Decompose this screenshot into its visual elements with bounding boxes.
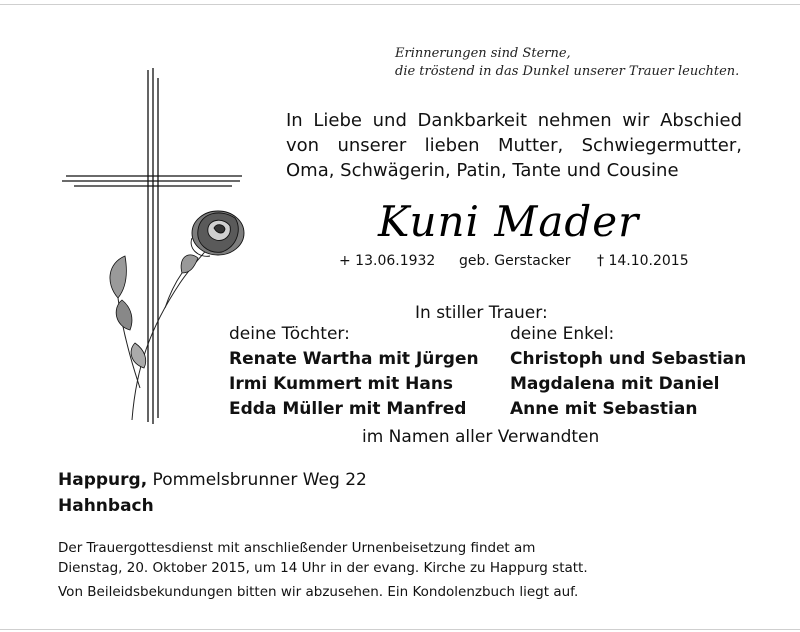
address-line-1 bbox=[58, 470, 367, 490]
grandchild-entry: Magdalena mit Daniel bbox=[510, 374, 720, 394]
daughter-entry: Renate Wartha mit Jürgen bbox=[229, 349, 479, 369]
deceased-name: Kuni Mader bbox=[378, 197, 640, 246]
address-street: Pommelsbrunner Weg 22 bbox=[147, 470, 367, 490]
maiden-name: geb. Gerstacker bbox=[459, 253, 571, 269]
daughter-entry: Edda Müller mit Manfred bbox=[229, 399, 467, 419]
funeral-service-info bbox=[58, 538, 588, 578]
bottom-border bbox=[0, 629, 800, 630]
address-town-1: Happurg, bbox=[58, 470, 148, 490]
grandchild-entry: Anne mit Sebastian bbox=[510, 399, 698, 419]
birth-date: + 13.06.1932 bbox=[339, 253, 436, 269]
top-border bbox=[0, 4, 800, 5]
relatives-line: im Namen aller Verwandten bbox=[362, 427, 600, 447]
daughters-heading: deine Töchter: bbox=[229, 324, 350, 344]
condolence-note: Von Beileidsbekundungen bitten wir abzusehen. Ein Kondolenzbuch liegt auf. bbox=[58, 584, 579, 600]
daughters-column bbox=[229, 322, 479, 422]
farewell-intro: In Liebe und Dankbarkeit nehmen wir Abschied von unserer lieben Mutter, Schwiegermutter, Oma, Schwägerin, Patin, Tante und Cousine bbox=[286, 110, 742, 181]
mourning-heading: In stiller Trauer: bbox=[415, 303, 548, 323]
cross-with-rose-illustration bbox=[60, 68, 250, 428]
grandchild-entry: Christoph und Sebastian bbox=[510, 349, 747, 369]
memorial-quote bbox=[395, 45, 739, 81]
quote-line-1: Erinnerungen sind Sterne, bbox=[395, 46, 571, 61]
daughter-entry: Irmi Kummert mit Hans bbox=[229, 374, 454, 394]
address-town-2: Hahnbach bbox=[58, 496, 154, 516]
service-line-1: Der Trauergottesdienst mit anschließender Urnenbeisetzung findet am bbox=[58, 540, 536, 556]
quote-line-2: die tröstend in das Dunkel unserer Trauer leuchten. bbox=[395, 64, 740, 79]
grandchildren-column bbox=[510, 322, 746, 422]
grandchildren-heading: deine Enkel: bbox=[510, 324, 615, 344]
death-date: † 14.10.2015 bbox=[597, 253, 689, 269]
service-line-2: Dienstag, 20. Oktober 2015, um 14 Uhr in der evang. Kirche zu Happurg statt. bbox=[58, 560, 588, 576]
